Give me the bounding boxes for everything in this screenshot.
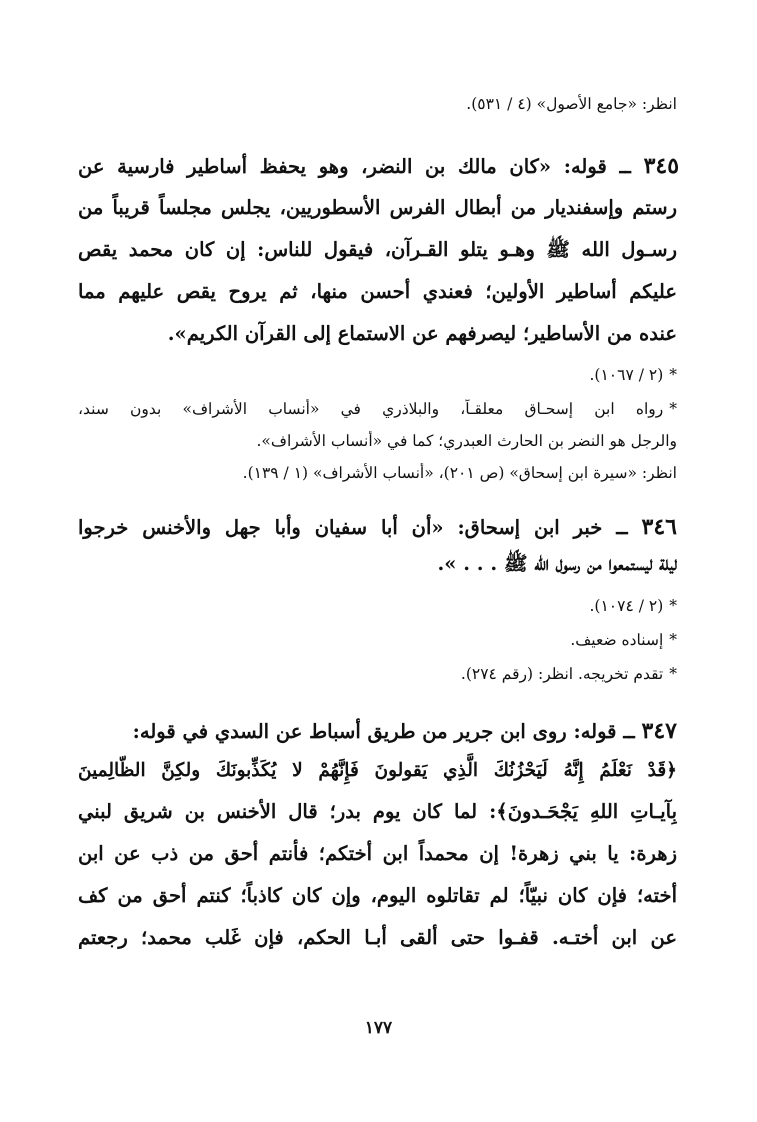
note-text: إسناده ضعيف. <box>570 631 664 649</box>
entry-345-line-5: عنده من الأساطير؛ ليصرفهم عن الاستماع إلى القرآن الكريم». <box>167 322 677 345</box>
entry-345-note-1 <box>78 365 677 385</box>
entry-347 <box>78 712 677 959</box>
bullet-icon: * <box>669 631 677 649</box>
entry-number: ٣٤٦ <box>641 514 677 540</box>
entry-number: ٣٤٧ <box>641 718 677 744</box>
entry-345-note-2 <box>78 399 677 419</box>
bullet-icon: * <box>669 597 677 615</box>
entry-347-quran-line-1: ﴿قَدْ نَعْلَمُ إِنَّهُ لَيَحْزُنُكَ الَّذِي يَقولونَ فَإِنَّهُمْ لا يُكَذِّبونَكَ ولكِنَّ الظّالِمينَ <box>78 760 677 781</box>
note-text: (٢ / ١٠٦٧). <box>589 366 664 384</box>
entry-345-line-3: رسـول الله ﷺ وهـو يتلو القـرآن، فيقول للناس: إن كان محمد يقص <box>78 238 677 261</box>
entry-number: ٣٤٥ <box>643 153 679 179</box>
entry-345-line-2: رستم وإسفنديار من أبطال الفرس الأسطوريين، يجلس مجلساً قريباً من <box>78 196 677 219</box>
note-text: (٢ / ١٠٧٤). <box>589 597 664 615</box>
intro-reference: انظر: «جامع الأصول» (٤ / ٥٣١). <box>466 95 677 113</box>
bullet-icon: * <box>669 366 677 384</box>
entry-text: قوله: روى ابن جرير من طريق أسباط عن السدي في قوله: <box>132 720 617 743</box>
note-text: رواه ابن إسحـاق معلقـاً، والبلاذري في «أنساب الأشراف» بدون سند، <box>78 400 664 418</box>
note-text: تقدم تخريجه. انظر: (رقم ٢٧٤). <box>460 665 664 683</box>
entry-345-line-1 <box>78 144 679 189</box>
bullet-icon: * <box>669 400 677 418</box>
entry-347-line-3: بِآيـاتِ اللهِ يَجْحَـدونَ﴾: لما كان يوم بدر؛ قال الأخنس بن شريق لبني <box>78 800 677 823</box>
entry-345 <box>78 144 677 483</box>
entry-345-note-2-cont: والرجل هو النضر بن الحارث العبدري؛ كما في «أنساب الأشراف». <box>256 432 677 450</box>
entry-346-line-1 <box>78 509 677 546</box>
entry-text: خبر ابن إسحاق: «أن أبا سفيان وأبا جهل والأخنس خرجوا <box>78 516 603 539</box>
entry-dash: ــ <box>616 516 628 539</box>
entry-346-note-2 <box>78 630 677 650</box>
entry-346-note-1 <box>78 596 677 616</box>
entry-347-line-1 <box>78 712 677 751</box>
bullet-icon: * <box>669 665 677 683</box>
entry-347-line-6: عن ابن أختـه. قفـوا حتى ألقى أبـا الحكم، فإن غَلب محمد؛ رجعتم <box>78 926 677 949</box>
entry-347-line-5: أخته؛ فإن كان نبيّاً؛ لم تقاتلوه اليوم، وإن كان كاذباً؛ كنتم أحق من كف <box>78 884 677 907</box>
entry-346-note-3 <box>78 664 677 684</box>
entry-dash: ــ <box>623 720 635 743</box>
entry-345-reference: انظر: «سيرة ابن إسحاق» (ص ٢٠١)، «أنساب الأشراف» (١ / ١٣٩). <box>242 464 677 482</box>
page-number: ١٧٧ <box>364 1018 393 1038</box>
entry-346 <box>78 509 677 684</box>
entry-345-line-4: عليكم أساطير الأولين؛ فعندي أحسن منها، ثم يروح يقص عليهم مما <box>78 280 677 303</box>
entry-text: قوله: «كان مالك بن النضر، وهو يحفظ أساطير فارسية عن <box>78 155 607 178</box>
entry-347-line-4: زهرة: يا بني زهرة! إن محمداً ابن أختكم؛ فأنتم أحق من ذب عن ابن <box>78 842 677 865</box>
entry-dash: ــ <box>619 155 631 178</box>
entry-346-line-2: ليلة ليستمعوا من رسول الله ﷺ . . . ». <box>437 552 677 575</box>
